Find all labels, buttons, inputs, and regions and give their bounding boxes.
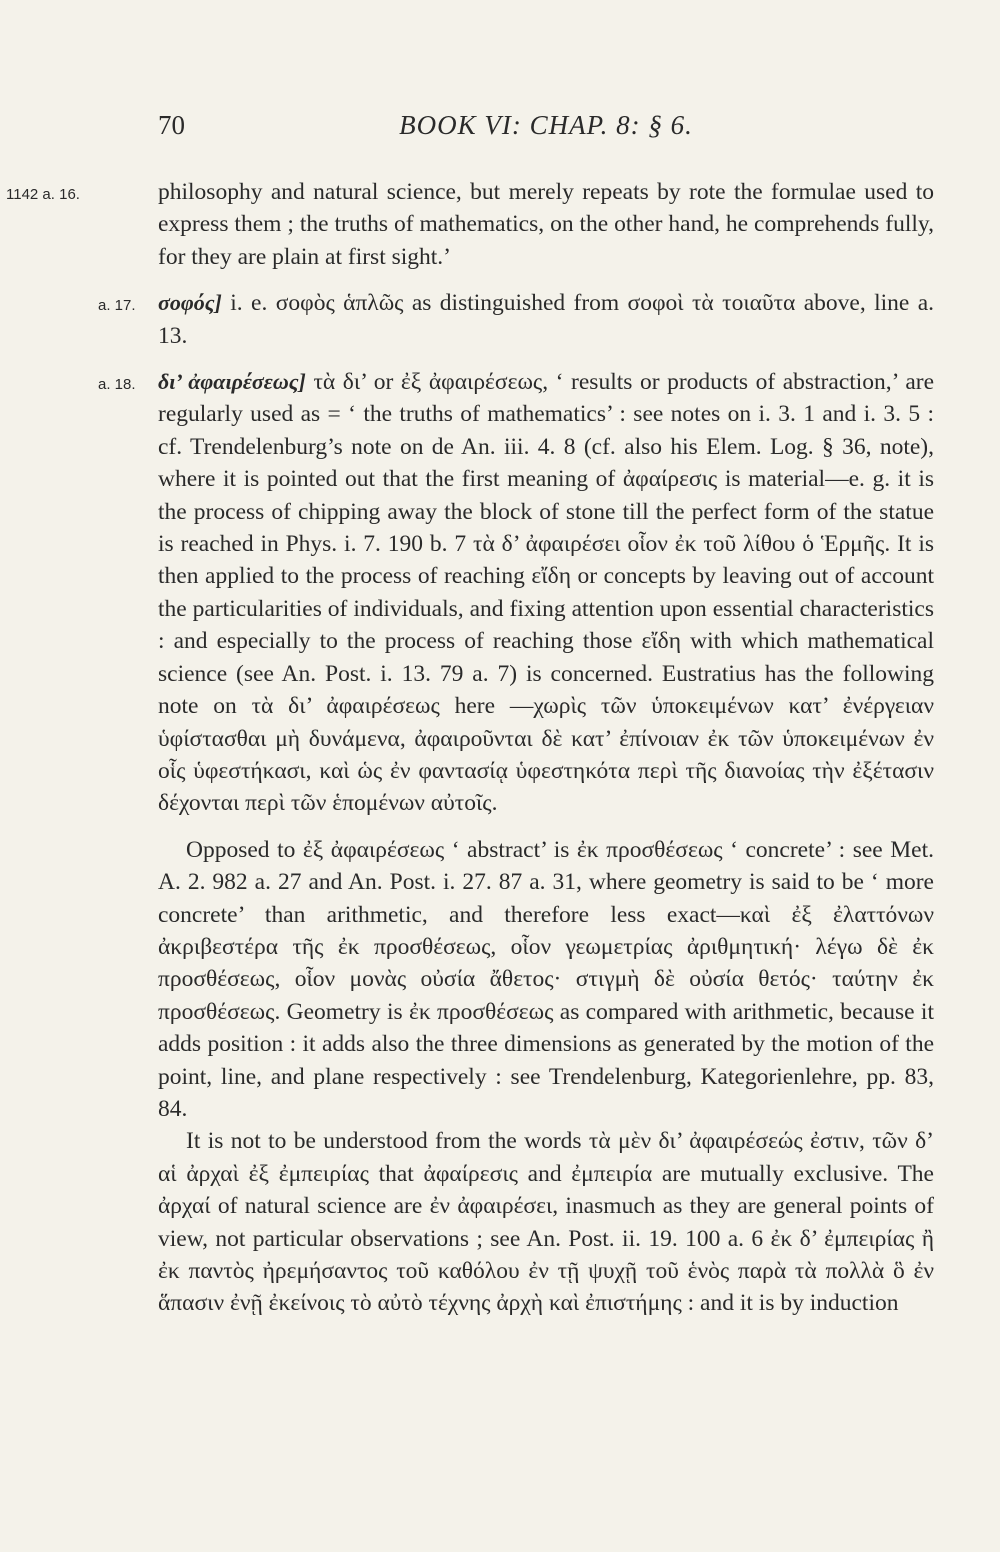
commentary-text [6,176,935,1320]
line-reference: a. 17. [98,297,136,315]
paragraph-induction: It is not to be understood from the words τὰ μὲν δι’ ἀφαιρέσεώς ἐστιν, τῶν δ’ αἱ ἀρχαὶ ἐξ ἐμπειρίας that ἀφαίρεσις and ἐμπειρία are mutually exclusive. The ἀρχαί of natural science are ἐν ἀφαιρέσει, inasmuch as they are general points of view, not particular observations ; see An. Post. ii. 19. 100 a. 6 ἐκ δ’ ἐμπειρίας ἢ ἐκ παντὸς ἠρεμήσαντος τοῦ καθόλου ἐν τῇ ψυχῇ τοῦ ἑνὸς παρὰ τὰ πολλὰ ὃ ἐν ἅπασιν ἐνῇ ἐκείνοις τὸ αὐτὸ τέχνης ἀρχὴ καὶ ἐπιστήμης : and it is by induction [158,1128,934,1317]
running-head [158,110,934,150]
paragraph-abstract-concrete: Opposed to ἐξ ἀφαιρέσεως ‘ abstract’ is ἐκ προσθέσεως ‘ concrete’ : see Met. A. 2. 982 a. 27 and An. Post. i. 27. 87 a. 31, where geometry is said to be ‘ more concrete’ than arithmetic, and therefore less exact—καὶ ἐξ ἐλαττόνων ἀκριβεστέρα τῆς ἐκ προσθέσεως, οἷον γεωμετρίας ἀριθμητική· λέγω δὲ ἐκ προσθέσεως, οἷον μονὰς οὐσία ἄθετος· στιγμὴ δὲ οὐσία θετός· ταύτην ἐκ προσθέσεως. Geometry is ἐκ προσθέσεως as compared with arithmetic, because it adds position : it adds also the three dimensions as generated by the motion of the point, line, and plane respectively : see Trendelenburg, Kategorienlehre, pp. 83, 84. [158,836,934,1122]
page-number: 70 [158,110,185,140]
lemma: σοφός] [158,290,222,316]
line-reference: a. 18. [98,376,136,394]
running-title: BOOK VI: CHAP. 8: § 6. [399,110,693,140]
lemma: δι’ ἀφαιρέσεως] [158,369,306,395]
note-a17 [98,287,934,352]
note-text: philosophy and natural science, but merely repeats by rote the formulae used to express them ; the truths of mathematics, on the other hand, he comprehends fully, for they are plain at first sight.’ [158,179,934,270]
note-text: τὰ δι’ or ἐξ ἀφαιρέσεως, ‘ results or products of abstraction,’ are regularly used as = ‘ the truths of mathematics’ : see notes on i. 3. 1 and i. 3. 5 : cf. Trendelenburg’s note on de An. iii. 4. 8 (cf. also his Elem. Log. § 36, note), where it is pointed out that the first meaning of ἀφαίρεσις is material—e. g. it is the process of chipping away the block of stone till the perfect form of the statue is reached in Phys. i. 7. 190 b. 7 τὰ δ’ ἀφαιρέσει οἷον ἐκ τοῦ λίθου ὁ Ἑρμῆς. It is then applied to the process of reaching εἴδη or concepts by leaving out of account the particularities of individuals, and fixing attention upon essential characteristics : and especially to the process of reaching those εἴδη with which mathematical science (see An. Post. i. 13. 79 a. 7) is concerned. Eustratius has the following note on τὰ δι’ ἀφαιρέσεως here —χωρὶς τῶν ὑποκειμένων κατ’ ἐνέργειαν ὑφίστασθαι μὴ δυνάμενα, ἀφαιροῦνται δὲ κατ’ ἐπίνοιαν ἐκ τῶν ὑποκειμένων ἐν οἷς ὑφεστήκασι, καὶ ὡς ἐν φαντασίᾳ ὑφεστηκότα περὶ τῆς διανοίας τὴν ἐξέτασιν δέχονται περὶ τῶν ἑπομένων αὐτοῖς. [158,369,935,817]
note-1142a16 [6,176,934,273]
note-a18 [98,366,935,820]
note-text: i. e. σοφὸς ἁπλῶς as distinguished from σοφοὶ τὰ τοιαῦτα above, line a. 13. [158,290,934,349]
line-reference: 1142 a. 16. [6,186,80,203]
